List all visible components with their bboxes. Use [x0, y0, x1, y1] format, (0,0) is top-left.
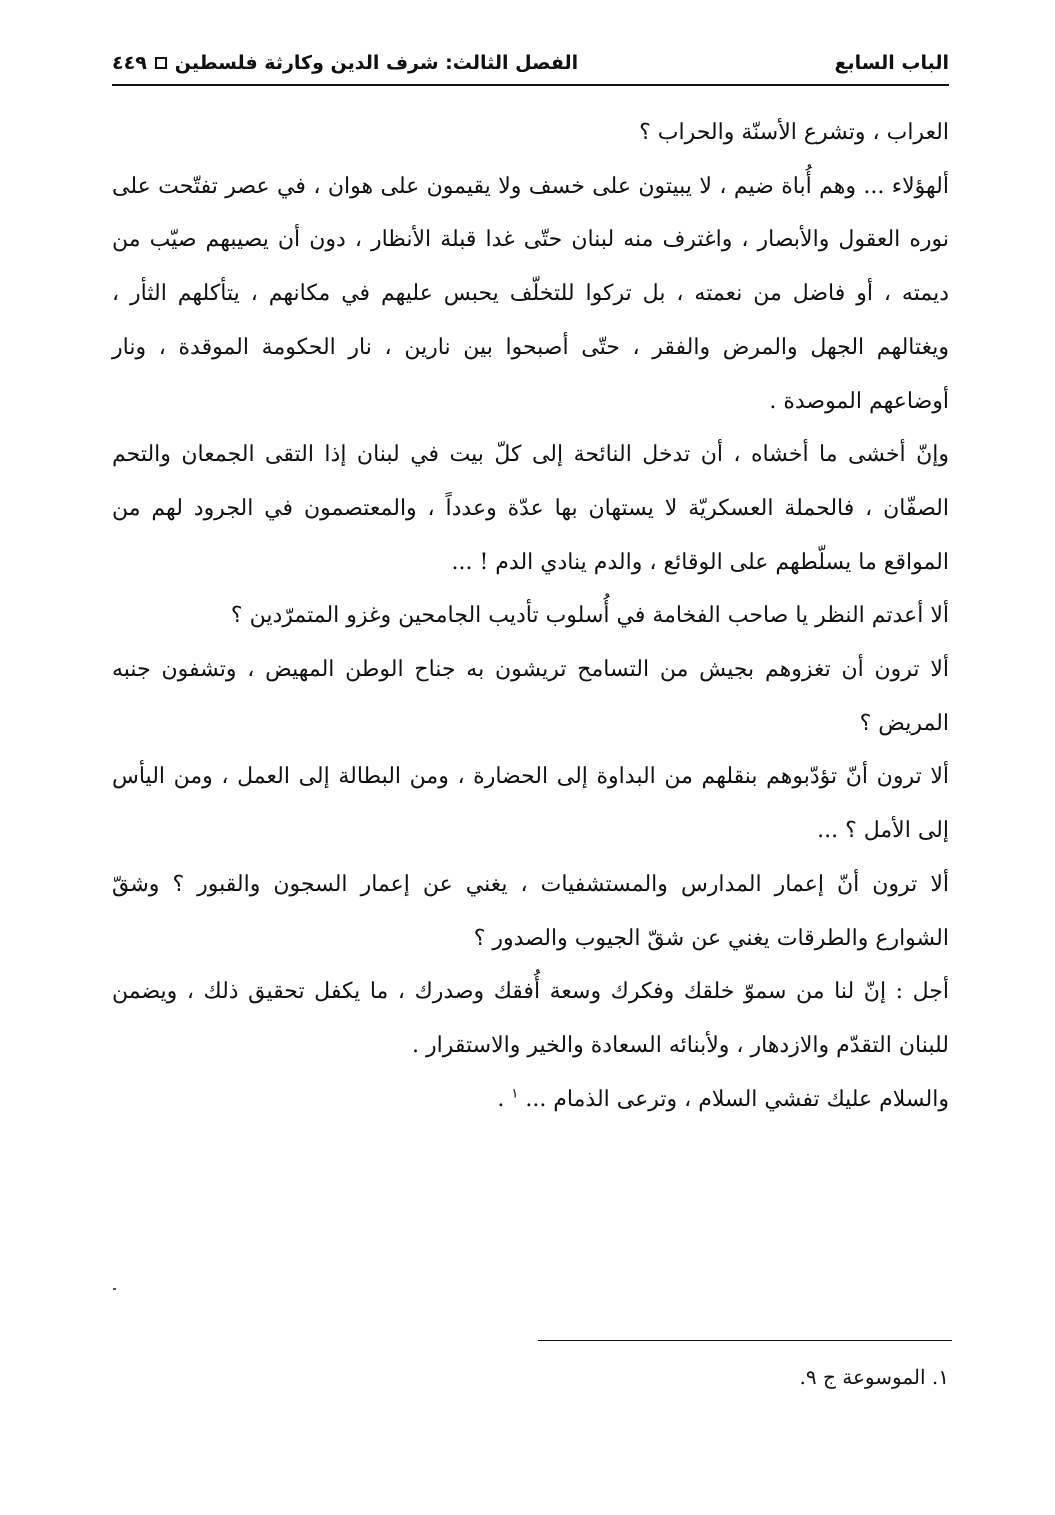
paragraph: العراب ، وتشرع الأسنّة والحراب ؟: [639, 120, 949, 145]
square-icon: [155, 57, 167, 69]
page-number: ٤٤٩: [112, 52, 147, 74]
running-header: [112, 44, 949, 82]
paragraph: أجل : إنّ لنا من سموّ خلقك وفكرك وسعة أُفقك وصدرك ، ما يكفل تحقيق ذلك ، ويضمن للبنان التقدّم والازدهار ، ولأبنائه السعادة والخير والاستقرار .: [112, 979, 949, 1058]
paragraph: ألا ترون أن تغزوهم بجيش من التسامح تريشون به جناح الوطن المهيض ، وتشفون جنبه المريض ؟: [112, 657, 949, 736]
footnote-marker[interactable]: ١: [511, 1086, 519, 1102]
paragraph: ألا ترون أنّ تؤدّبوهم بنقلهم من البداوة إلى الحضارة ، ومن البطالة إلى العمل ، ومن اليأس إلى الأمل ؟ ...: [112, 764, 949, 844]
stray-mark: [113, 1288, 116, 1290]
closing-text: والسلام عليك تفشي السلام ، وترعى الذمام ...: [525, 1086, 949, 1112]
chapter-title: الباب السابع: [834, 52, 949, 74]
closing-end: .: [497, 1086, 512, 1112]
footnote-text: ١. الموسوعة ج ٩.: [799, 1365, 949, 1389]
paragraph: ألهؤلاء ... وهم أُباة ضيم ، لا يبيتون على خسف ولا يقيمون على هوان ، في عصر تفتّحت على نوره العقول والأبصار ، واغترف منه لبنان حتّى غدا قبلة الأنظار ، دون أن يصيبهم صيّب من ديمته ، أو فاضل من نعمته ، بل تركوا للتخلّف يحبس عليهم في مكانهم ، يتأكلهم الثأر ، ويغتالهم الجهل والمرض والفقر ، حتّى أصبحوا بين نارين ، نار الحكومة الموقدة ، ونار أوضاعهم الموصدة .: [112, 173, 949, 414]
section-title: الفصل الثالث: شرف الدين وكارثة فلسطين: [174, 52, 579, 74]
header-rule: [112, 84, 949, 86]
footnote-rule: [538, 1340, 952, 1341]
body-text: [112, 106, 949, 1126]
paragraph: ألا ترون أنّ إعمار المدارس والمستشفيات ، يغني عن إعمار السجون والقبور ؟ وشقّ الشوارع والطرقات يغني عن شقّ الجيوب والصدور ؟: [112, 871, 950, 951]
paragraph: وإنّ أخشى ما أخشاه ، أن تدخل النائحة إلى كلّ بيت في لبنان إذا التقى الجمعان والتحم الصفّان ، فالحملة العسكريّة لا يستهان بها عدّة وعدداً ، والمعتصمون في الجرود لهم من المواقع ما يسلّطهم على الوقائع ، والدم ينادي الدم ! ...: [112, 442, 949, 575]
footnote: [112, 1362, 949, 1392]
section-and-page: [112, 52, 578, 74]
paragraph: ألا أعدتم النظر يا صاحب الفخامة في أُسلوب تأديب الجامحين وغزو المتمرّدين ؟: [230, 603, 949, 629]
closing-paragraph: [112, 1073, 949, 1127]
